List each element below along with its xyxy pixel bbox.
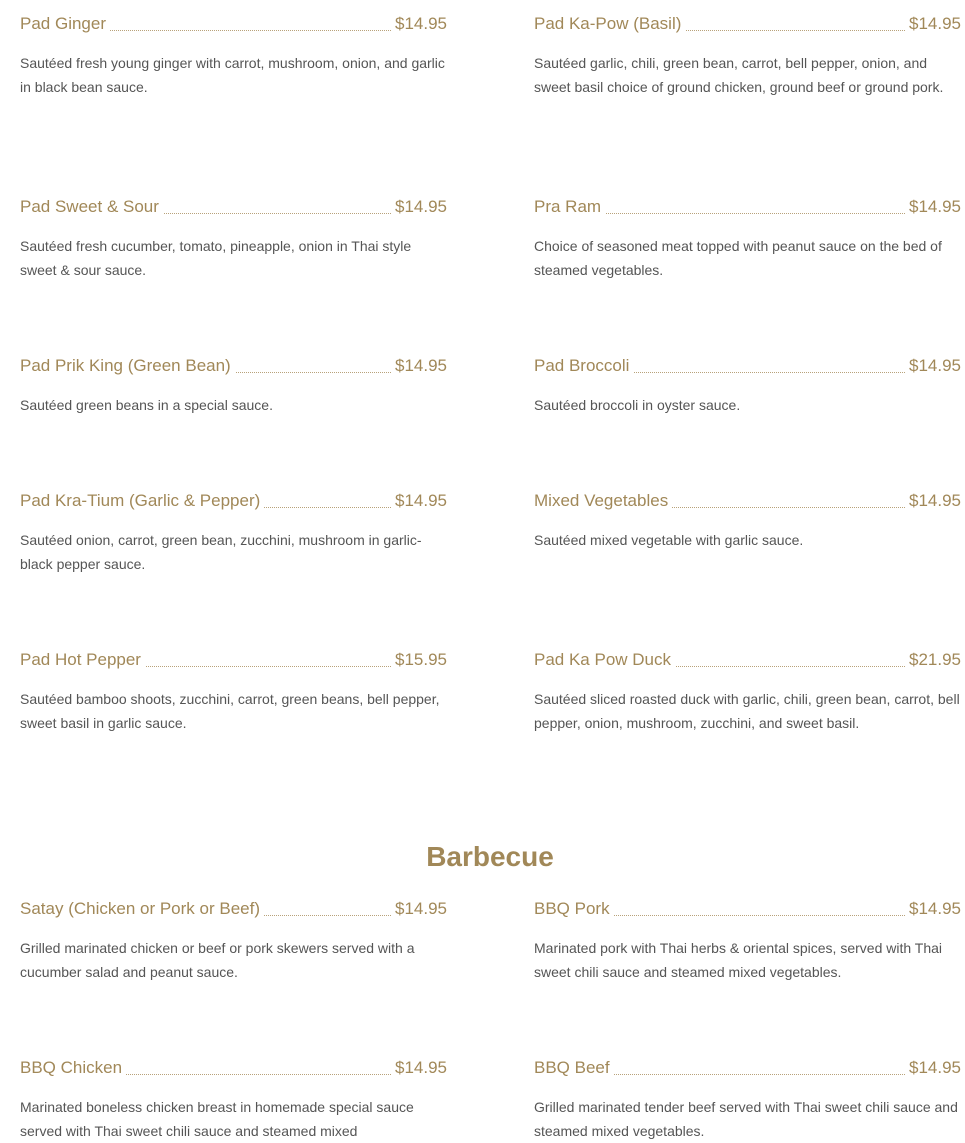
- menu-item: [534, 898, 961, 984]
- section-title: Barbecue: [426, 841, 554, 872]
- item-description: Choice of seasoned meat topped with peanut sauce on the bed of steamed vegetables.: [534, 238, 942, 278]
- menu-item: [534, 13, 961, 99]
- menu-item: [20, 898, 447, 984]
- menu-item: [534, 1057, 961, 1143]
- item-description: Sautéed garlic, chili, green bean, carrot, bell pepper, onion, and sweet basil choice of ground chicken, ground beef or ground pork.: [534, 55, 944, 95]
- item-price: $14.95: [391, 13, 447, 35]
- item-description: Sautéed bamboo shoots, zucchini, carrot, green beans, bell pepper, sweet basil in garlic sauce.: [20, 691, 440, 731]
- item-description: Sautéed fresh cucumber, tomato, pineapple, onion in Thai style sweet & sour sauce.: [20, 238, 412, 278]
- menu-item: [534, 490, 961, 552]
- item-description: Marinated pork with Thai herbs & oriental spices, served with Thai sweet chili sauce and steamed mixed vegetables.: [534, 940, 943, 980]
- item-description: Sautéed broccoli in oyster sauce.: [534, 397, 741, 413]
- item-price: $14.95: [391, 898, 447, 920]
- item-name: Pad Hot Pepper: [20, 649, 145, 671]
- item-price: $14.95: [905, 490, 961, 512]
- item-price: $14.95: [391, 196, 447, 218]
- item-price: $14.95: [905, 196, 961, 218]
- item-name: Pad Prik King (Green Bean): [20, 355, 235, 377]
- item-price: $21.95: [905, 649, 961, 671]
- menu-item: [20, 490, 447, 576]
- item-name: Mixed Vegetables: [534, 490, 672, 512]
- item-name: BBQ Chicken: [20, 1057, 126, 1079]
- item-description: Sautéed sliced roasted duck with garlic, chili, green bean, carrot, bell pepper, onion, mushroom, zucchini, and sweet basil.: [534, 691, 960, 731]
- item-name: Pra Ram: [534, 196, 605, 218]
- item-name: Pad Ginger: [20, 13, 110, 35]
- menu-item: [534, 196, 961, 282]
- item-description: Sautéed mixed vegetable with garlic sauce.: [534, 532, 804, 548]
- item-price: $14.95: [391, 1057, 447, 1079]
- menu-item: [534, 649, 961, 735]
- item-name: Pad Broccoli: [534, 355, 633, 377]
- item-price: $14.95: [905, 355, 961, 377]
- menu-item: [20, 355, 447, 417]
- item-name: BBQ Pork: [534, 898, 614, 920]
- item-description: Sautéed fresh young ginger with carrot, mushroom, onion, and garlic in black bean sauce.: [20, 55, 445, 95]
- item-name: Pad Ka-Pow (Basil): [534, 13, 685, 35]
- item-description: Sautéed green beans in a special sauce.: [20, 397, 273, 413]
- item-description: Grilled marinated tender beef served with Thai sweet chili sauce and steamed mixed vegetables.: [534, 1099, 958, 1139]
- item-price: $14.95: [905, 1057, 961, 1079]
- item-name: Pad Kra-Tium (Garlic & Pepper): [20, 490, 264, 512]
- item-name: Satay (Chicken or Pork or Beef): [20, 898, 264, 920]
- item-price: $14.95: [391, 355, 447, 377]
- item-price: $14.95: [905, 898, 961, 920]
- menu-item: [20, 13, 447, 99]
- menu-item: [20, 1057, 447, 1143]
- menu-item: [20, 649, 447, 735]
- item-price: $14.95: [391, 490, 447, 512]
- item-price: $15.95: [391, 649, 447, 671]
- item-name: Pad Ka Pow Duck: [534, 649, 675, 671]
- item-name: Pad Sweet & Sour: [20, 196, 163, 218]
- item-description: Grilled marinated chicken or beef or pork skewers served with a cucumber salad and peanut sauce.: [20, 940, 415, 980]
- item-description: Marinated boneless chicken breast in homemade special sauce served with Thai sweet chili sauce and steamed mixed: [20, 1099, 414, 1139]
- menu-item: [20, 196, 447, 282]
- menu-item: [534, 355, 961, 417]
- item-name: BBQ Beef: [534, 1057, 614, 1079]
- item-description: Sautéed onion, carrot, green bean, zucchini, mushroom in garlic-black pepper sauce.: [20, 532, 422, 572]
- item-price: $14.95: [905, 13, 961, 35]
